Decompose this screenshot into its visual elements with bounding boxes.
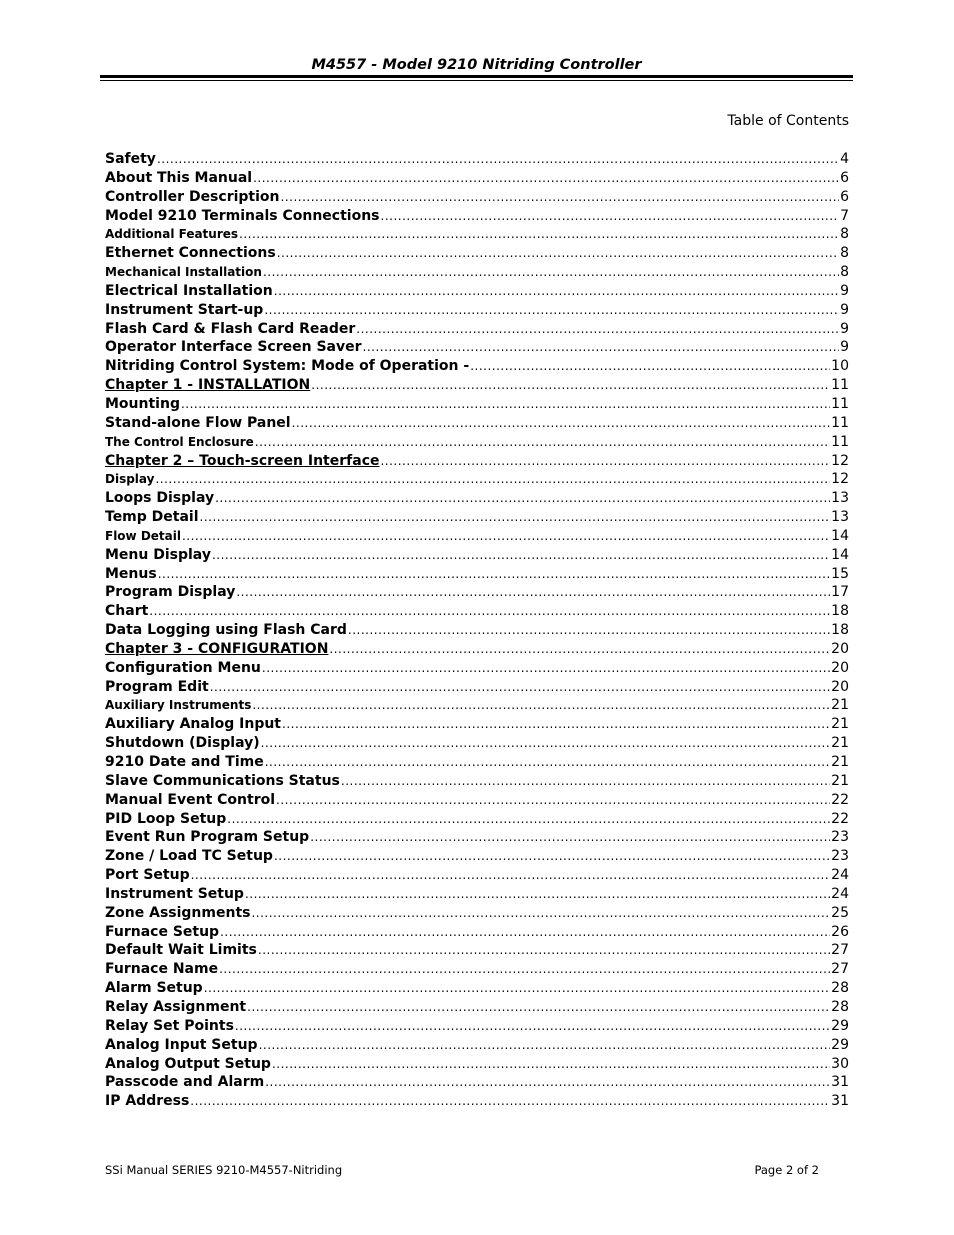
toc-dot-leader — [276, 791, 830, 810]
page-header-title: M4557 - Model 9210 Nitriding Controller — [311, 57, 642, 73]
toc-dot-leader — [274, 847, 830, 866]
toc-entry[interactable] — [105, 508, 849, 527]
toc-entry[interactable] — [105, 923, 849, 942]
toc-entry-title[interactable]: Electrical Installation — [105, 282, 273, 299]
toc-dot-leader — [258, 941, 830, 960]
footer-manual-name: SSi Manual SERIES 9210-M4557-Nitriding — [105, 1163, 343, 1177]
toc-dot-leader — [265, 1073, 830, 1092]
toc-entry-title[interactable]: Chapter 1 - INSTALLATION — [105, 377, 311, 394]
toc-entry[interactable] — [105, 678, 849, 697]
toc-entry-title[interactable]: Mounting — [105, 395, 180, 412]
toc-entry-title[interactable]: Instrument Start-up — [105, 301, 264, 318]
toc-entry-page: 14 — [831, 527, 849, 544]
toc-entry-page: 12 — [831, 471, 849, 488]
toc-entry-page: 27 — [831, 942, 849, 959]
toc-entry[interactable] — [105, 150, 849, 169]
toc-entry-title[interactable]: Chapter 2 – Touch-screen Interface — [105, 452, 380, 469]
toc-entry-title[interactable]: Port Setup — [105, 867, 190, 884]
toc-entry[interactable] — [105, 282, 849, 301]
toc-entry-title[interactable]: Auxiliary Instruments — [105, 698, 252, 713]
toc-dot-leader — [227, 810, 830, 829]
toc-entry-title[interactable]: Additional Features — [105, 227, 239, 242]
toc-entry[interactable] — [105, 207, 849, 226]
toc-entry-page: 8 — [840, 245, 849, 262]
toc-entry-page: 18 — [831, 603, 849, 620]
toc-entry[interactable] — [105, 395, 849, 414]
toc-dot-leader — [236, 583, 830, 602]
toc-chapter-entry[interactable] — [105, 452, 849, 471]
toc-entry[interactable] — [105, 489, 849, 508]
toc-entry[interactable] — [105, 602, 849, 621]
toc-dot-leader — [155, 470, 830, 489]
toc-entry-page: 22 — [831, 810, 849, 827]
toc-entry-title[interactable]: Furnace Name — [105, 961, 219, 978]
toc-entry-title[interactable]: Display — [105, 472, 155, 487]
toc-entry-page: 8 — [840, 226, 849, 243]
toc-dot-leader — [380, 452, 830, 471]
toc-heading: Table of Contents — [727, 113, 849, 129]
toc-entry[interactable] — [105, 791, 849, 810]
toc-dot-leader — [251, 904, 830, 923]
footer-page-number: Page 2 of 2 — [754, 1163, 819, 1177]
toc-entry[interactable] — [105, 998, 849, 1017]
toc-entry-page: 29 — [831, 1017, 849, 1034]
toc-entry-page: 11 — [831, 377, 849, 394]
toc-entry[interactable] — [105, 904, 849, 923]
toc-dot-leader — [265, 753, 830, 772]
toc-dot-leader — [292, 414, 831, 433]
toc-entry-title[interactable]: Menus — [105, 565, 157, 582]
toc-entry-title[interactable]: Program Display — [105, 584, 236, 601]
toc-dot-leader — [190, 1092, 830, 1111]
toc-entry-page: 9 — [840, 282, 849, 299]
toc-entry[interactable] — [105, 357, 849, 376]
toc-entry-page: 15 — [831, 565, 849, 582]
toc-dot-leader — [191, 866, 831, 885]
toc-entry-page: 25 — [831, 904, 849, 921]
toc-entry[interactable] — [105, 338, 849, 357]
toc-entry-page: 20 — [831, 640, 849, 657]
toc-entry[interactable] — [105, 734, 849, 753]
toc-dot-leader — [329, 640, 830, 659]
toc-entry-page: 9 — [840, 339, 849, 356]
toc-dot-leader — [235, 1017, 830, 1036]
toc-dot-leader — [220, 923, 830, 942]
toc-entry-title[interactable]: 9210 Date and Time — [105, 754, 264, 770]
toc-entry-title[interactable]: Temp Detail — [105, 509, 199, 526]
toc-dot-leader — [310, 828, 830, 847]
toc-dot-leader — [212, 546, 830, 565]
toc-entry-title[interactable]: Ethernet Connections — [105, 245, 276, 262]
toc-entry-title[interactable]: Relay Set Points — [105, 1017, 234, 1034]
toc-entry-page: 7 — [840, 207, 849, 224]
toc-dot-leader — [157, 150, 839, 169]
toc-entry-page: 21 — [831, 735, 849, 752]
toc-entry-page: 11 — [831, 414, 849, 431]
toc-entry-title[interactable]: Zone / Load TC Setup — [105, 848, 273, 865]
toc-entry-title[interactable]: PID Loop Setup — [105, 810, 227, 827]
toc-dot-leader — [255, 433, 830, 452]
toc-entry-title[interactable]: Mechanical Installation — [105, 265, 262, 280]
toc-entry-title[interactable]: Flow Detail — [105, 528, 181, 543]
toc-entry-page: 10 — [831, 358, 849, 375]
toc-entry-page: 21 — [831, 754, 849, 770]
toc-dot-leader — [182, 527, 830, 546]
toc-entry-page: 28 — [831, 980, 849, 997]
toc-entry[interactable] — [105, 810, 849, 829]
toc-entry[interactable] — [105, 696, 849, 715]
toc-entry-page: 31 — [831, 1074, 849, 1091]
toc-entry-title[interactable]: Safety — [105, 151, 156, 167]
toc-entry[interactable] — [105, 772, 849, 791]
toc-dot-leader — [341, 772, 830, 791]
toc-entry-title[interactable]: The Control Enclosure — [105, 434, 254, 449]
header-rule-thick — [100, 75, 853, 78]
toc-entry-title[interactable]: Program Edit — [105, 678, 209, 695]
toc-dot-leader — [210, 678, 830, 697]
toc-entry-page: 21 — [831, 716, 849, 733]
toc-chapter-entry[interactable] — [105, 376, 849, 395]
toc-entry[interactable] — [105, 263, 849, 282]
toc-entry[interactable] — [105, 979, 849, 998]
toc-entry-page: 4 — [840, 151, 849, 167]
toc-entry[interactable] — [105, 828, 849, 847]
toc-dot-leader — [274, 282, 839, 301]
toc-entry[interactable] — [105, 847, 849, 866]
toc-dot-leader — [261, 734, 831, 753]
toc-entry[interactable] — [105, 960, 849, 979]
toc-entry-page: 11 — [831, 433, 849, 450]
toc-entry-title[interactable]: About This Manual — [105, 169, 253, 186]
toc-entry-title[interactable]: Instrument Setup — [105, 885, 244, 902]
toc-entry-page: 9 — [840, 301, 849, 318]
toc-entry-page: 21 — [831, 772, 849, 789]
toc-entry[interactable] — [105, 320, 849, 339]
toc-entry[interactable] — [105, 546, 849, 565]
toc-entry-page: 18 — [831, 622, 849, 639]
toc-entry-title[interactable]: Chart — [105, 603, 149, 620]
toc-entry-title[interactable]: Data Logging using Flash Card — [105, 622, 347, 639]
toc-entry-title[interactable]: Slave Communications Status — [105, 772, 340, 789]
toc-entry-title[interactable]: Analog Output Setup — [105, 1055, 271, 1072]
toc-entry-page: 24 — [831, 885, 849, 902]
toc-entry[interactable] — [105, 433, 849, 452]
toc-dot-leader — [259, 1036, 831, 1055]
toc-entry[interactable] — [105, 941, 849, 960]
toc-entry-title[interactable]: Manual Event Control — [105, 791, 276, 808]
toc-entry[interactable] — [105, 583, 849, 602]
toc-entry-page: 17 — [831, 584, 849, 601]
toc-dot-leader — [253, 169, 839, 188]
table-of-contents — [105, 150, 849, 1111]
toc-dot-leader — [272, 1055, 830, 1074]
toc-entry-title[interactable]: Auxiliary Analog Input — [105, 716, 281, 733]
toc-dot-leader — [348, 621, 830, 640]
toc-entry-title[interactable]: Configuration Menu — [105, 659, 261, 676]
toc-entry-title[interactable]: Event Run Program Setup — [105, 829, 310, 846]
toc-entry[interactable] — [105, 188, 849, 207]
toc-entry-page: 6 — [840, 188, 849, 205]
toc-entry-title[interactable]: Menu Display — [105, 546, 211, 563]
toc-entry[interactable] — [105, 659, 849, 678]
toc-entry[interactable] — [105, 301, 849, 320]
toc-entry-title[interactable]: Controller Description — [105, 188, 280, 205]
toc-dot-leader — [200, 508, 831, 527]
toc-entry-page: 26 — [831, 923, 849, 940]
toc-entry-page: 6 — [840, 169, 849, 186]
toc-entry-title[interactable]: Loops Display — [105, 490, 215, 507]
toc-entry-page: 30 — [831, 1055, 849, 1072]
toc-entry-page: 20 — [831, 678, 849, 695]
toc-dot-leader — [245, 885, 830, 904]
toc-entry-title[interactable]: Operator Interface Screen Saver — [105, 339, 362, 356]
toc-entry-title[interactable]: Default Wait Limits — [105, 942, 257, 959]
toc-entry[interactable] — [105, 866, 849, 885]
toc-chapter-entry[interactable] — [105, 640, 849, 659]
toc-entry-title[interactable]: Shutdown (Display) — [105, 735, 260, 752]
toc-entry-page: 24 — [831, 867, 849, 884]
toc-dot-leader — [356, 320, 839, 339]
toc-entry[interactable] — [105, 621, 849, 640]
toc-dot-leader — [252, 696, 830, 715]
toc-dot-leader — [204, 979, 830, 998]
toc-entry-page: 11 — [831, 395, 849, 412]
toc-entry[interactable] — [105, 470, 849, 489]
toc-dot-leader — [158, 565, 830, 584]
toc-entry-page: 29 — [831, 1036, 849, 1053]
toc-dot-leader — [363, 338, 840, 357]
toc-dot-leader — [282, 715, 830, 734]
toc-dot-leader — [219, 960, 830, 979]
toc-dot-leader — [247, 998, 830, 1017]
toc-entry-page: 28 — [831, 998, 849, 1015]
toc-entry-page: 27 — [831, 961, 849, 978]
toc-entry-page: 12 — [831, 452, 849, 469]
toc-entry-page: 20 — [831, 659, 849, 676]
toc-entry[interactable] — [105, 414, 849, 433]
toc-entry[interactable] — [105, 1055, 849, 1074]
toc-entry-page: 8 — [840, 264, 849, 281]
toc-entry-title[interactable]: IP Address — [105, 1093, 190, 1110]
toc-dot-leader — [281, 188, 840, 207]
toc-entry-page: 9 — [840, 320, 849, 337]
toc-entry-title[interactable]: Relay Assignment — [105, 998, 247, 1015]
toc-dot-leader — [264, 301, 839, 320]
toc-entry-page: 23 — [831, 829, 849, 846]
toc-entry[interactable] — [105, 244, 849, 263]
toc-dot-leader — [215, 489, 830, 508]
toc-entry[interactable] — [105, 715, 849, 734]
toc-entry[interactable] — [105, 753, 849, 772]
toc-entry[interactable] — [105, 885, 849, 904]
toc-entry-title[interactable]: Flash Card & Flash Card Reader — [105, 320, 356, 337]
toc-entry-title[interactable]: Stand-alone Flow Panel — [105, 414, 291, 431]
toc-entry-title[interactable]: Chapter 3 - CONFIGURATION — [105, 640, 329, 657]
toc-dot-leader — [277, 244, 839, 263]
toc-dot-leader — [311, 376, 830, 395]
toc-entry-page: 22 — [831, 791, 849, 808]
toc-entry-page: 13 — [831, 509, 849, 526]
toc-entry-title[interactable]: Passcode and Alarm — [105, 1074, 265, 1091]
toc-entry-page: 31 — [831, 1093, 849, 1110]
toc-entry-page: 21 — [831, 697, 849, 714]
toc-entry-title[interactable]: Furnace Setup — [105, 923, 220, 940]
toc-entry[interactable] — [105, 169, 849, 188]
toc-entry[interactable] — [105, 225, 849, 244]
toc-dot-leader — [263, 263, 839, 282]
toc-entry-title[interactable]: Nitriding Control System: Mode of Operation - — [105, 358, 470, 375]
toc-dot-leader — [381, 207, 840, 226]
toc-dot-leader — [262, 659, 830, 678]
toc-entry-page: 23 — [831, 848, 849, 865]
header-rule-thin — [100, 80, 853, 81]
toc-entry-title[interactable]: Zone Assignments — [105, 904, 251, 921]
toc-dot-leader — [470, 357, 830, 376]
toc-entry-title[interactable]: Analog Input Setup — [105, 1036, 258, 1053]
toc-entry[interactable] — [105, 1073, 849, 1092]
toc-entry[interactable] — [105, 1092, 849, 1111]
toc-entry[interactable] — [105, 1036, 849, 1055]
toc-entry[interactable] — [105, 527, 849, 546]
toc-dot-leader — [239, 225, 839, 244]
toc-entry[interactable] — [105, 565, 849, 584]
toc-dot-leader — [181, 395, 830, 414]
toc-entry-page: 13 — [831, 490, 849, 507]
toc-entry-page: 14 — [831, 546, 849, 563]
toc-entry[interactable] — [105, 1017, 849, 1036]
toc-entry-title[interactable]: Model 9210 Terminals Connections — [105, 207, 380, 224]
toc-dot-leader — [149, 602, 830, 621]
toc-entry-title[interactable]: Alarm Setup — [105, 980, 203, 997]
